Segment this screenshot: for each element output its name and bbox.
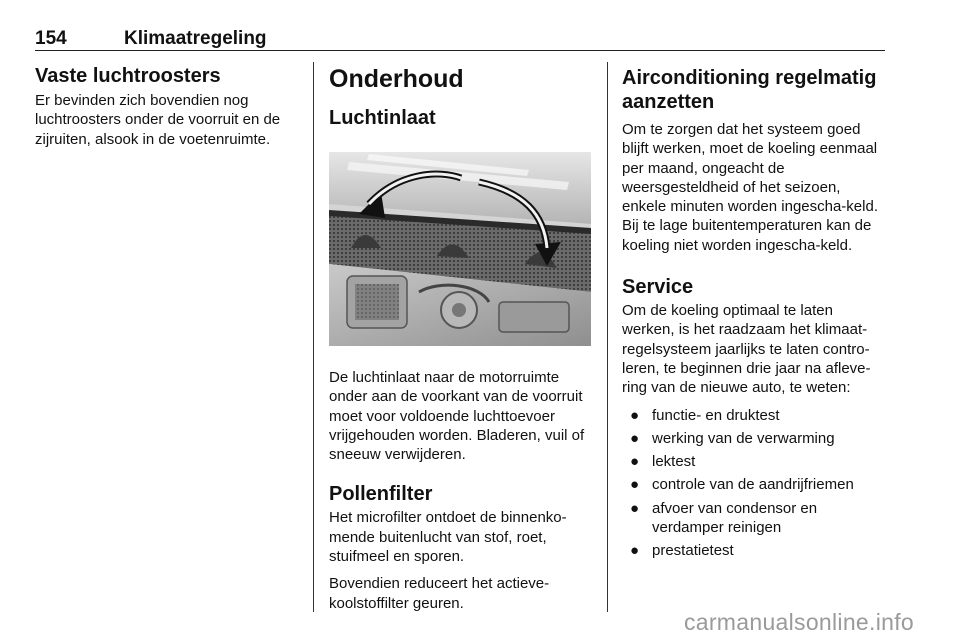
bullet-icon: ● <box>630 453 640 471</box>
air-inlet-photo <box>329 152 591 346</box>
bullet-icon: ● <box>630 499 640 517</box>
paragraph: Het microfilter ontdoet de binnenko-mende buitenlucht van stof, roet, stuifmeel en sporen. <box>329 509 567 566</box>
paragraph: Om de koeling optimaal te laten werken, is het raadzaam het klimaat-regelsysteem jaarlijks te laten contro-leren, te beginnen drie jaar na afleve-ring van de nieuwe auto, te weten: <box>622 302 871 397</box>
list-item: ● controle van de aandrijfriemen <box>630 476 854 494</box>
list-item: ● werking van de verwarming <box>630 429 835 447</box>
watermark: carmanualsonline.info <box>683 609 914 635</box>
service-checklist <box>622 406 887 561</box>
bullet-icon: ● <box>630 476 640 494</box>
section-title-onderhoud: Onderhoud <box>329 65 464 93</box>
paragraph: Er bevinden zich bovendien nog luchtroosters onder de voorruit en de zijruiten, alsook in de voetenruimte. <box>35 92 281 148</box>
list-item: ● functie- en druktest <box>630 406 780 424</box>
column-divider <box>313 62 314 612</box>
list-item: ● afvoer van condensor en verdamper reinigen <box>630 499 818 537</box>
paragraph: Bovendien reduceert het actieve-koolstoffilter geuren. <box>329 575 550 612</box>
paragraph: De luchtinlaat naar de motorruimte onder aan de voorkant van de voorruit moet voor voldoende luchttoevoer vrijgehouden worden. Bladeren, vuil of sneeuw verwijderen. <box>329 369 585 464</box>
subheading-luchtinlaat: Luchtinlaat <box>329 107 436 129</box>
paragraph: Om te zorgen dat het systeem goed blijft werken, moet de koeling eenmaal per maand, ongeacht de weersgesteldheid of het seizoen, enkele minuten worden ingescha-keld. Bij te lage buitentemperaturen kan de koeling niet worden ingescha-keld. <box>622 121 878 254</box>
bullet-icon: ● <box>630 406 640 424</box>
column-middle <box>329 62 594 613</box>
section-heading-service: Service <box>622 276 694 299</box>
column-right <box>622 62 887 565</box>
bullet-icon: ● <box>630 429 640 447</box>
section-heading-vaste-luchtroosters: Vaste luchtroosters <box>35 65 221 87</box>
page-number: 154 <box>35 28 67 49</box>
column-left <box>35 62 300 149</box>
column-divider <box>607 62 608 612</box>
subheading-pollenfilter: Pollenfilter <box>329 483 433 506</box>
list-item: ● lektest <box>630 453 696 471</box>
list-item: ● prestatietest <box>630 542 734 560</box>
chapter-title: Klimaatregeling <box>124 28 267 49</box>
section-heading-airconditioning: Airconditioning regelmatig aanzetten <box>622 67 877 113</box>
bullet-icon: ● <box>630 542 640 560</box>
page-header <box>35 22 885 51</box>
